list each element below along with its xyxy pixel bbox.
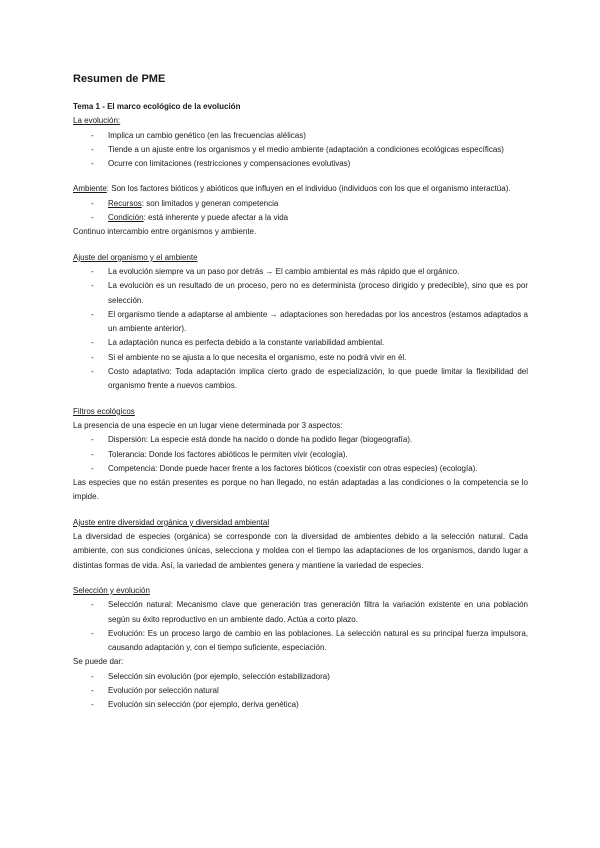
recursos-term: Recursos: [108, 198, 142, 208]
list-item: - Dispersión: La especie está donde ha nacido o donde ha podido llegar (biogeografía).: [73, 433, 528, 447]
list-item: - Selección natural: Mecanismo clave que generación tras generación filtra la variación existente en una población según su éxito reproductivo en un ambiente dado. Actúa a corto plazo.: [73, 598, 528, 627]
list-item: - Costo adaptativo: Toda adaptación implica cierto grado de especialización, lo que puede limitar la flexibilidad del organismo frente a nuevos cambios.: [73, 365, 528, 394]
list-item: - Evolución sin selección (por ejemplo, deriva genética): [73, 698, 528, 712]
ambiente-note: Continuo intercambio entre organismos y ambiente.: [73, 227, 257, 237]
recursos-text: : son limitados y generan competencia: [141, 198, 279, 208]
filtros-intro: La presencia de una especie en un lugar viene determinada por 3 aspectos:: [73, 420, 343, 430]
seleccion-cases-list: [73, 670, 528, 713]
filtros-conclusion: Las especies que no están presentes es porque no han llegado, no están adaptadas a las condiciones o la competencia se lo impide.: [73, 478, 528, 502]
list-item: - Evolución: Es un proceso largo de cambio en las poblaciones. La selección natural es su principal fuerza impulsora, causando adaptación y, con el tiempo suficiente, especiación.: [73, 627, 528, 656]
list-item: - La evolución siempre va un paso por detrás → El cambio ambiental es más rápido que el orgánico.: [73, 265, 528, 279]
list-item: - El organismo tiende a adaptarse al ambiente → adaptaciones son heredadas por los ancestros (estamos adaptados a un ambiente anterior).: [73, 308, 528, 337]
ambiente-term: Ambiente: [73, 184, 107, 194]
section-heading-filtros: Filtros ecológicos: [73, 406, 135, 416]
list-item: - La evolución es un resultado de un proceso, pero no es determinista (proceso dirigido y predecible), sino que es por selección.: [73, 279, 528, 308]
ambiente-list: [73, 197, 528, 226]
seleccion-intro: Se puede dar:: [73, 657, 124, 667]
list-item: - Evolución por selección natural: [73, 684, 528, 698]
list-item: - Implica un cambio genético (en las frecuencias alélicas): [73, 129, 528, 143]
list-item: [73, 197, 528, 211]
topic-heading: Tema 1 - El marco ecológico de la evolución: [73, 102, 241, 111]
document-page: [73, 72, 528, 713]
section-heading-ajuste: Ajuste del organismo y el ambiente: [73, 252, 198, 262]
list-item: - Selección sin evolución (por ejemplo, selección estabilizadora): [73, 670, 528, 684]
diversidad-paragraph: La diversidad de especies (orgánica) se corresponde con la diversidad de ambientes debido a la selección natural. Cada ambiente, con sus condiciones únicas, selecciona y moldea con el tiempo las adaptaciones de los organismos, dando lugar a distintas formas de vida. Así, la variedad de ambientes genera y mantiene la variedad de especies.: [73, 532, 528, 570]
ambiente-definition: [73, 182, 528, 196]
ajuste-list: [73, 265, 528, 394]
list-item: - Tolerancia: Donde los factores abióticos le permiten vivir (ecología).: [73, 448, 528, 462]
list-item: - Ocurre con limitaciones (restricciones y compensaciones evolutivas): [73, 157, 528, 171]
evolucion-list: [73, 129, 528, 172]
document-title: Resumen de PME: [73, 73, 166, 85]
ambiente-def-text: : Son los factores bióticos y abióticos que influyen en el individuo (individuos con los que el organismo interactúa).: [106, 184, 511, 194]
section-heading-seleccion: Selección y evolución: [73, 585, 150, 595]
section-heading-evolucion: La evolución:: [73, 116, 121, 126]
list-item: - La adaptación nunca es perfecta debido a la constante variabilidad ambiental.: [73, 336, 528, 350]
filtros-list: [73, 433, 528, 476]
section-heading-diversidad: Ajuste entre diversidad orgánica y diversidad ambiental: [73, 517, 270, 527]
list-item: - Competencia: Donde puede hacer frente a los factores bióticos (coexistir con otras especies) (ecología).: [73, 462, 528, 476]
list-item: [73, 211, 528, 225]
condicion-text: : está inherente y puede afectar a la vida: [143, 213, 289, 223]
list-item: - Tiende a un ajuste entre los organismos y el medio ambiente (adaptación a condiciones ecológicas específicas): [73, 143, 528, 157]
seleccion-list: [73, 598, 528, 655]
condicion-term: Condición: [108, 213, 144, 223]
list-item: - Si el ambiente no se ajusta a lo que necesita el organismo, este no podrá vivir en él.: [73, 351, 528, 365]
